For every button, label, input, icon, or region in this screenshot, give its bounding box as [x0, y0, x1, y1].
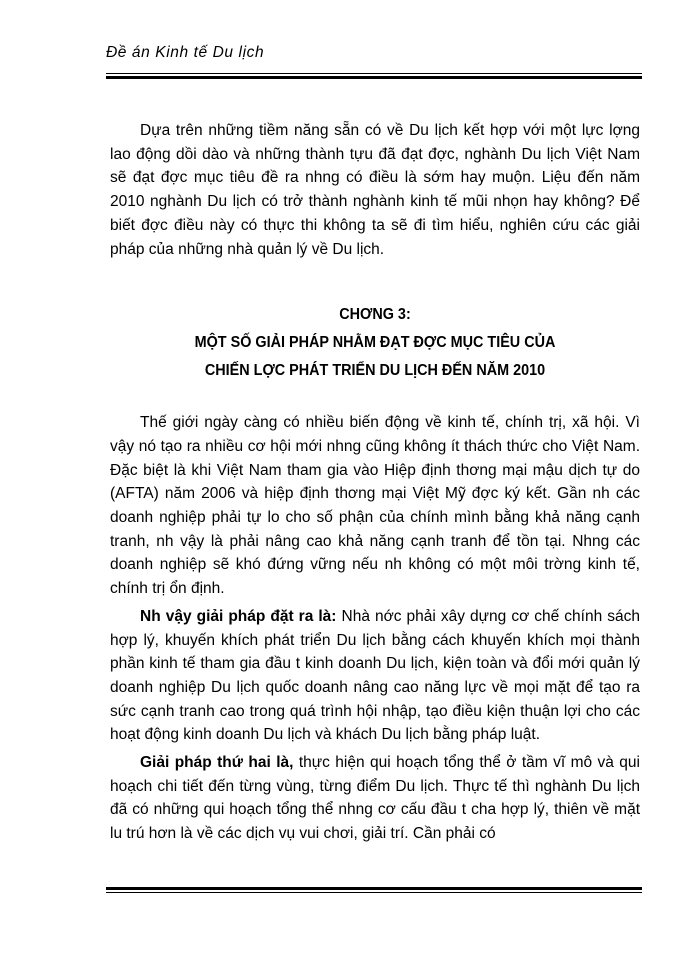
footer-rule [106, 892, 642, 893]
body-paragraph-1: Thế giới ngày càng có nhiều biến động về kinh tế, chính trị, xã hội. Vì vậy nó tạo ra nhiều cơ hội mới nhng cũng không ít thách thức cho Việt Nam. Đặc biệt là khi Việt Nam tham gia vào Hiệp định thơng mại mậu dịch tự do (AFTA) năm 2006 và hiệp định thơng mại Việt Mỹ đợc ký kết. Gần nh các doanh nghiệp phải tự lo cho số phận của chính mình bằng khả năng cạnh tranh, nh vậy là phải nâng cao khả năng cạnh tranh để tồn tại. Nhng các doanh nghiệp sẽ khó đứng vững nếu nh không có một môi trờng kinh tế, chính trị ổn định. [110, 414, 640, 598]
header-rule [106, 73, 642, 74]
chapter-number: CHƠNG 3: [339, 306, 411, 324]
body-paragraph-2 [110, 605, 640, 747]
paragraph-3-text: thực hiện qui hoạch tổng thể ở tầm vĩ mô và qui hoạch chi tiết đến từng vùng, từng điểm Du lịch. Thực tế thì nghành Du lịch đã có những qui hoạch tổng thể nhng cơ cấu đầu t cha hợp lý, thiên về mặt lu trú hơn là về các dịch vụ vui chơi, giải trí. Cần phải có [110, 754, 640, 843]
paragraph-2-text: Nhà nớc phải xây dựng cơ chế chính sách hợp lý, khuyến khích phát triển Du lịch bằng cách khuyến khích mọi thành phần kinh tế tham gia đầu t kinh doanh Du lịch, kiện toàn và đổi mới quản lý doanh nghiệp Du lịch quốc doanh nâng cao năng lực về mọi mặt để tạo ra sức cạnh tranh cao trong quá trình hội nhập, tạo điều kiện thuận lợi cho các hoạt động kinh doanh Du lịch và khách Du lịch bằng pháp luật. [110, 607, 641, 744]
body-paragraph-3 [110, 751, 640, 846]
page-content [110, 119, 640, 846]
chapter-heading [137, 301, 614, 385]
chapter-title-line-1: MỘT SỐ GIẢI PHÁP NHẰM ĐẠT ĐỢC MỤC TIÊU CỦA [194, 334, 556, 352]
paragraph-2-lead: Nh vậy giải pháp đặt ra là: [140, 607, 337, 625]
paragraph-3-lead: Giải pháp thứ hai là, [140, 754, 294, 772]
page-header-title: Đề án Kinh tế Du lịch [106, 44, 265, 61]
intro-paragraph: Dựa trên những tiềm năng sẵn có về Du lịch kết hợp với một lực lợng lao động dồi dào và những thành tựu đã đạt đợc, nghành Du lịch Việt Nam sẽ đạt đợc mục tiêu đề ra nhng có điều là sớm hay muộn. Liệu đến năm 2010 nghành Du lịch có trở thành nghành kinh tế mũi nhọn hay không? Để biết đợc điều này có thực thi không ta sẽ đi tìm hiểu, nghiên cứu các giải pháp của những nhà quản lý về Du lịch. [110, 122, 640, 258]
chapter-title-line-2: CHIẾN LỢC PHÁT TRIỂN DU LỊCH ĐẾN NĂM 2010 [204, 362, 546, 380]
footer-rule-thick [106, 887, 642, 890]
header-rule-thick [106, 76, 642, 79]
